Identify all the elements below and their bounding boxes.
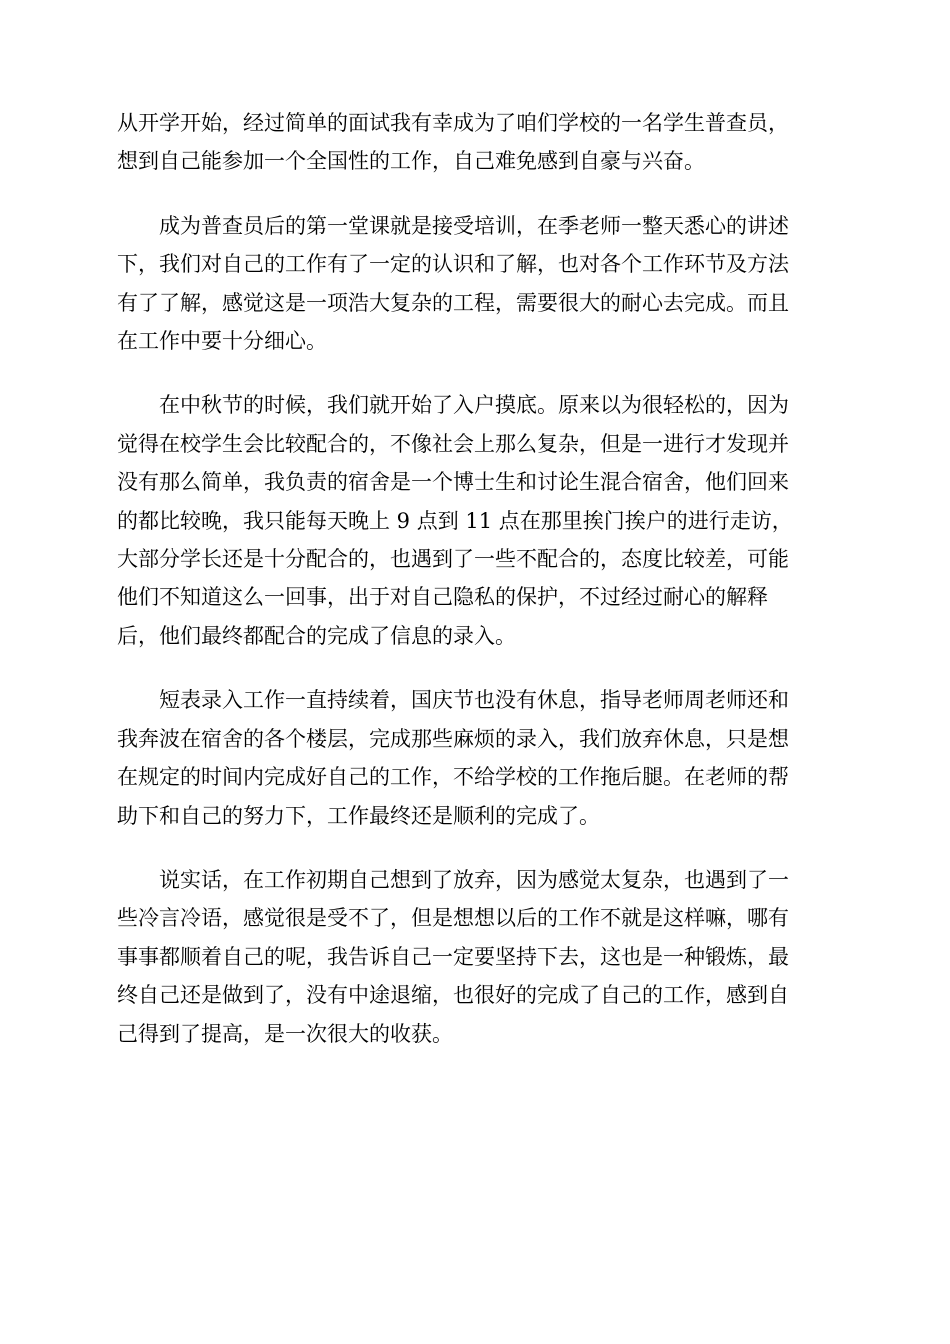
paragraph-line: 后，他们最终都配合的完成了信息的录入。 [117, 623, 516, 648]
paragraph-line: 想到自己能参加一个全国性的工作，自己难免感到自豪与兴奋。 [117, 149, 705, 174]
paragraph-line: 下，我们对自己的工作有了一定的认识和了解，也对各个工作环节及方法 [117, 252, 789, 277]
paragraph-line: 终自己还是做到了，没有中途退缩，也很好的完成了自己的工作，感到自 [117, 983, 789, 1008]
paragraph-line: 没有那么简单，我负责的宿舍是一个博士生和讨论生混合宿舍，他们回来 [117, 470, 789, 495]
paragraph-line: 己得到了提高，是一次很大的收获。 [117, 1021, 453, 1046]
paragraph-line: 他们不知道这么一回事，出于对自己隐私的保护，不过经过耐心的解释 [117, 585, 768, 610]
paragraph-line: 从开学开始，经过简单的面试我有幸成为了咱们学校的一名学生普查员， [117, 111, 789, 135]
paragraph-line: 在规定的时间内完成好自己的工作，不给学校的工作拖后腿。在老师的帮 [117, 765, 789, 790]
paragraph-line: 的都比较晚，我只能每天晚上 9 点到 11 点在那里挨门挨户的进行走访， [117, 508, 793, 533]
paragraph-1 [117, 104, 833, 181]
paragraph-line: 在中秋节的时候，我们就开始了入户摸底。原来以为很轻松的，因为 [159, 393, 789, 418]
paragraph-line: 些冷言冷语，感觉很是受不了，但是想想以后的工作不就是这样嘛，哪有 [117, 906, 789, 931]
paragraph-line: 成为普查员后的第一堂课就是接受培训，在季老师一整天悉心的讲述 [159, 213, 789, 238]
paragraph-line: 助下和自己的努力下，工作最终还是顺利的完成了。 [117, 803, 600, 828]
paragraph-line: 大部分学长还是十分配合的，也遇到了一些不配合的，态度比较差，可能 [117, 547, 789, 572]
paragraph-line: 在工作中要十分细心。 [117, 329, 327, 354]
paragraph-5 [117, 861, 833, 1053]
paragraph-line: 事事都顺着自己的呢，我告诉自己一定要坚持下去，这也是一种锻炼，最 [117, 944, 789, 969]
paragraph-3 [117, 386, 833, 655]
document-body [117, 104, 833, 1079]
paragraph-line: 我奔波在宿舍的各个楼层，完成那些麻烦的录入，我们放弃休息，只是想 [117, 726, 789, 751]
paragraph-line: 觉得在校学生会比较配合的，不像社会上那么复杂，但是一进行才发现并 [117, 431, 789, 456]
paragraph-2 [117, 207, 833, 361]
paragraph-line: 有了了解，感觉这是一项浩大复杂的工程，需要很大的耐心去完成。而且 [117, 290, 789, 315]
paragraph-line: 短表录入工作一直持续着，国庆节也没有休息，指导老师周老师还和 [159, 688, 789, 713]
paragraph-4 [117, 681, 833, 835]
paragraph-line: 说实话，在工作初期自己想到了放弃，因为感觉太复杂，也遇到了一 [159, 867, 789, 892]
